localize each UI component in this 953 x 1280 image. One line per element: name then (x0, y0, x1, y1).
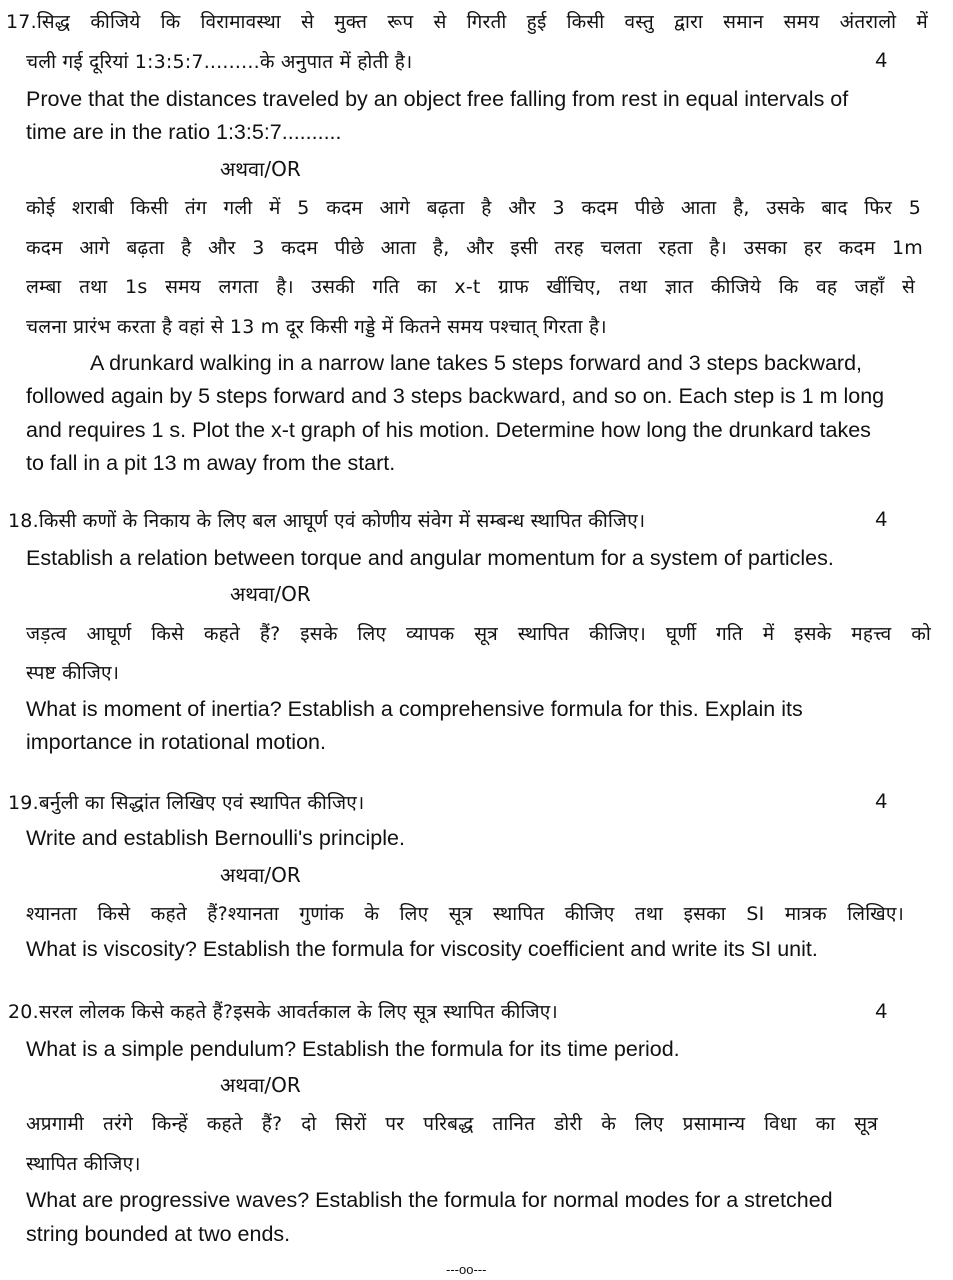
q19-english-line-1: Write and establish Bernoulli's principle. (26, 826, 405, 850)
q17-hindi-line-2: चली गई दूरियां 1:3:5:7.........के अनुपात में होती है। (26, 51, 413, 73)
q20-hindi-line-1: 20.सरल लोलक किसे कहते हैं?इसके आवर्तकाल के लिए सूत्र स्थापित कीजिए। (8, 1001, 558, 1023)
q18-alt-hindi-line-1: जड़त्व आघूर्ण किसे कहते हैं? इसके लिए व्यापक सूत्र स्थापित कीजिए। घूर्णी गति में इसके महत्त्व को (26, 623, 931, 645)
q17-alt-hindi-line-1: कोई शराबी किसी तंग गली में 5 कदम आगे बढ़ता है और 3 कदम पीछे आता है, उसके बाद फिर 5 (26, 197, 921, 219)
q17-alt-english-line-4: to fall in a pit 13 m away from the start. (26, 451, 396, 475)
q17-english-line-1: Prove that the distances traveled by an object free falling from rest in equal intervals of (26, 87, 849, 111)
q18-alt-english-line-2: importance in rotational motion. (26, 730, 326, 754)
q17-hindi-line-1: 17.सिद्ध कीजिये कि विरामावस्था से मुक्त रूप से गिरती हुई किसी वस्तु द्वारा समान समय अंतरालो में (6, 11, 928, 33)
q20-alt-english-line-1: What are progressive waves? Establish the formula for normal modes for a stretched (26, 1188, 833, 1212)
q20-or-label: अथवा/OR (220, 1073, 301, 1097)
q18-alt-hindi-line-2: स्पष्ट कीजिए। (26, 662, 120, 684)
q17-alt-english-line-3: and requires 1 s. Plot the x-t graph of his motion. Determine how long the drunkard takes (26, 418, 871, 442)
q18-marks: 4 (875, 508, 887, 531)
q20-alt-hindi-line-1: अप्रगामी तरंगे किन्हें कहते हैं? दो सिरों पर परिबद्ध तानित डोरी के लिए प्रसामान्य विधा का सूत्र (26, 1113, 878, 1135)
q18-hindi-line-1: 18.किसी कणों के निकाय के लिए बल आघूर्ण एवं कोणीय संवेग में सम्बन्ध स्थापित कीजिए। (8, 510, 646, 532)
q17-alt-hindi-line-4: चलना प्रारंभ करता है वहां से 13 m दूर किसी गड्डे में कितने समय पश्चात् गिरता है। (26, 316, 607, 338)
q19-hindi-line-1: 19.बर्नुली का सिद्धांत लिखिए एवं स्थापित कीजिए। (8, 792, 365, 814)
q17-or-label: अथवा/OR (220, 157, 301, 181)
q17-alt-hindi-line-3: लम्बा तथा 1s समय लगता है। उसकी गति का x-t ग्राफ खींचिए, तथा ज्ञात कीजिये कि वह जहाँ से (26, 276, 915, 298)
q17-alt-english-line-1: A drunkard walking in a narrow lane takes 5 steps forward and 3 steps backward, (90, 351, 863, 375)
q17-english-line-2: time are in the ratio 1:3:5:7.......... (26, 120, 342, 144)
q20-marks: 4 (875, 1000, 887, 1023)
q19-alt-hindi-line-1: श्यानता किसे कहते हैं?श्यानता गुणांक के लिए सूत्र स्थापित कीजिए तथा इसका SI मात्रक लिखिए। (26, 903, 904, 925)
q17-alt-english-line-2: followed again by 5 steps forward and 3 steps backward, and so on. Each step is 1 m long (26, 384, 885, 408)
q20-english-line-1: What is a simple pendulum? Establish the formula for its time period. (26, 1037, 680, 1061)
q18-or-label: अथवा/OR (230, 582, 311, 606)
q20-alt-english-line-2: string bounded at two ends. (26, 1222, 291, 1246)
q20-alt-hindi-line-2: स्थापित कीजिए। (26, 1153, 141, 1175)
q18-alt-english-line-1: What is moment of inertia? Establish a comprehensive formula for this. Explain its (26, 697, 803, 721)
q18-english-line-1: Establish a relation between torque and angular momentum for a system of particles. (26, 546, 834, 570)
q19-marks: 4 (875, 790, 887, 813)
footer-end-mark: ---oo--- (446, 1262, 487, 1277)
q19-or-label: अथवा/OR (220, 863, 301, 887)
q17-marks: 4 (875, 49, 887, 72)
q17-alt-hindi-line-2: कदम आगे बढ़ता है और 3 कदम पीछे आता है, और इसी तरह चलता रहता है। उसका हर कदम 1m (26, 237, 923, 259)
q19-alt-english-line-1: What is viscosity? Establish the formula for viscosity coefficient and write its SI unit. (26, 937, 818, 961)
